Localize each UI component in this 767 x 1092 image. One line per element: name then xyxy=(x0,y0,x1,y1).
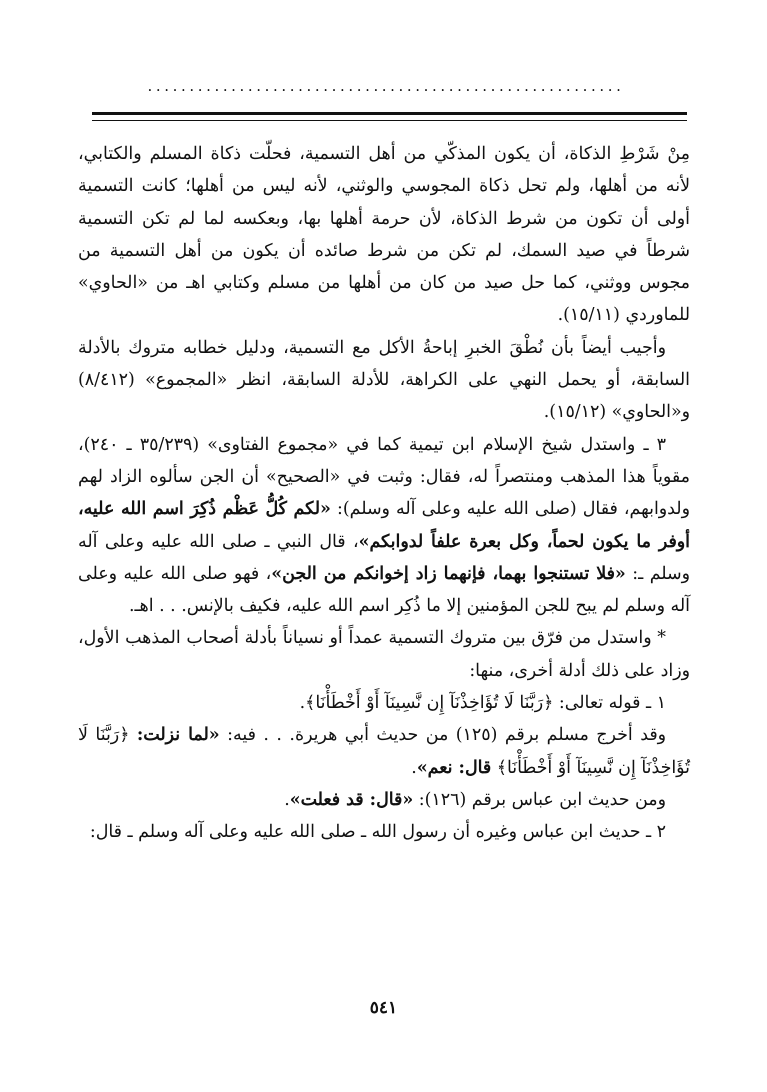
text-span: ، قال النبي ـ صلى الله عليه وعلى آله وسلم ـ: xyxy=(78,531,690,584)
header-dotted-line: ......................................................... xyxy=(147,78,625,94)
page-number: ٥٤١ xyxy=(369,998,398,1018)
hadith-quote: «قال: قد فعلت» xyxy=(289,789,414,810)
paragraph-quran-verse: ١ ـ قوله تعالى: ﴿رَبَّنَا لَا تُؤَاخِذْنَآ إِن نَّسِينَآ أَوْ أَخْطَأْنَا﴾. xyxy=(299,693,666,714)
header-rule-thin xyxy=(92,120,687,121)
paragraph-reply: وأجيب أيضاً بأن نُطْقَ الخبرِ إباحةُ الأكل مع التسمية، ودليل خطابه متروك بالأدلة السابقة، أو يحمل النهي على الكراهة، للأدلة السابقة، انظر «المجموع» (٨/٤١٢) و«الحاوي» (١٥/١٢). xyxy=(78,337,690,423)
text-span: ، فهو صلى الله عليه وعلى آله وسلم لم يبح للجن المؤمنين إلا ما ذُكِر اسم الله عليه، فكيف بالإنس. . . اهـ. xyxy=(78,563,690,617)
header-rule-thick xyxy=(92,112,687,115)
quran-verse: ﴿رَبَّنَا لَا تُؤَاخِذْنَآ إِن نَّسِينَآ أَوْ أَخْطَأْنَا﴾ xyxy=(78,725,690,778)
paragraph-ibn-taymiyya xyxy=(78,429,690,623)
paragraph-dhakat-condition: مِنْ شَرْطِ الذكاة، أن يكون المذكّي من أهل التسمية، فحلّت ذكاة المسلم والكتابي، لأنه من أهلها، ولم تحل ذكاة المجوسي والوثني، لأنه ليس من أهلها؛ كانت التسمية أولى أن تكون من شرط الذكاة، لأن حرمة أهلها بها، وبعكسه لما لم تكن التسمية شرطاً في صيد السمك، لم تكن من شرط صائده أن يكون من أهل التسمية من مجوس ووثني، كما حل صيد من كان من أهلها من مسلم وكتابي اهـ من «الحاوي» للماوردي (١٥/١١). xyxy=(78,144,690,326)
paragraph-muslim-hadith xyxy=(78,719,690,784)
text-span: ٣ ـ واستدل شيخ الإسلام ابن تيمية كما في «مجموع الفتاوى» (٣٥/٢٣٩ ـ ٢٤٠)، مقوياً هذا المذهب ومنتصراً له، فقال: وثبت في «الصحيح» أن الجن سألوه الزاد لهم ولدوابهم، فقال (صلى الله عليه وعلى آله وسلم): xyxy=(78,434,691,520)
hadith-quote: «لما نزلت: xyxy=(136,725,220,746)
hadith-quote: «فلا تستنجوا بهما، فإنهما زاد إخوانكم من الجن» xyxy=(271,563,626,584)
paragraph-intentional-forgetful: * واستدل من فرّق بين متروك التسمية عمداً أو نسياناً بأدلة أصحاب المذهب الأول، وزاد على ذلك أدلة أخرى، منها: xyxy=(78,628,690,681)
text-span: . xyxy=(284,789,290,810)
hadith-quote: «لكم كُلُّ عَظْم ذُكِرَ اسم الله عليه، أوفر ما يكون لحماً، وكل بعرة علفاً لدوابكم» xyxy=(78,499,690,552)
hadith-quote: قال: نعم» xyxy=(416,757,492,778)
text-span: وقد أخرج مسلم برقم (١٢٥) من حديث أبي هريرة. . . فيه: xyxy=(227,725,667,746)
paragraph-second-evidence: ٢ ـ حديث ابن عباس وغيره أن رسول الله ـ صلى الله عليه وعلى آله وسلم ـ قال: xyxy=(89,822,666,843)
page-body xyxy=(78,138,690,849)
text-span: ومن حديث ابن عباس برقم (١٢٦): xyxy=(418,789,666,810)
text-span: . xyxy=(411,757,417,778)
paragraph-ibn-abbas xyxy=(78,784,690,816)
